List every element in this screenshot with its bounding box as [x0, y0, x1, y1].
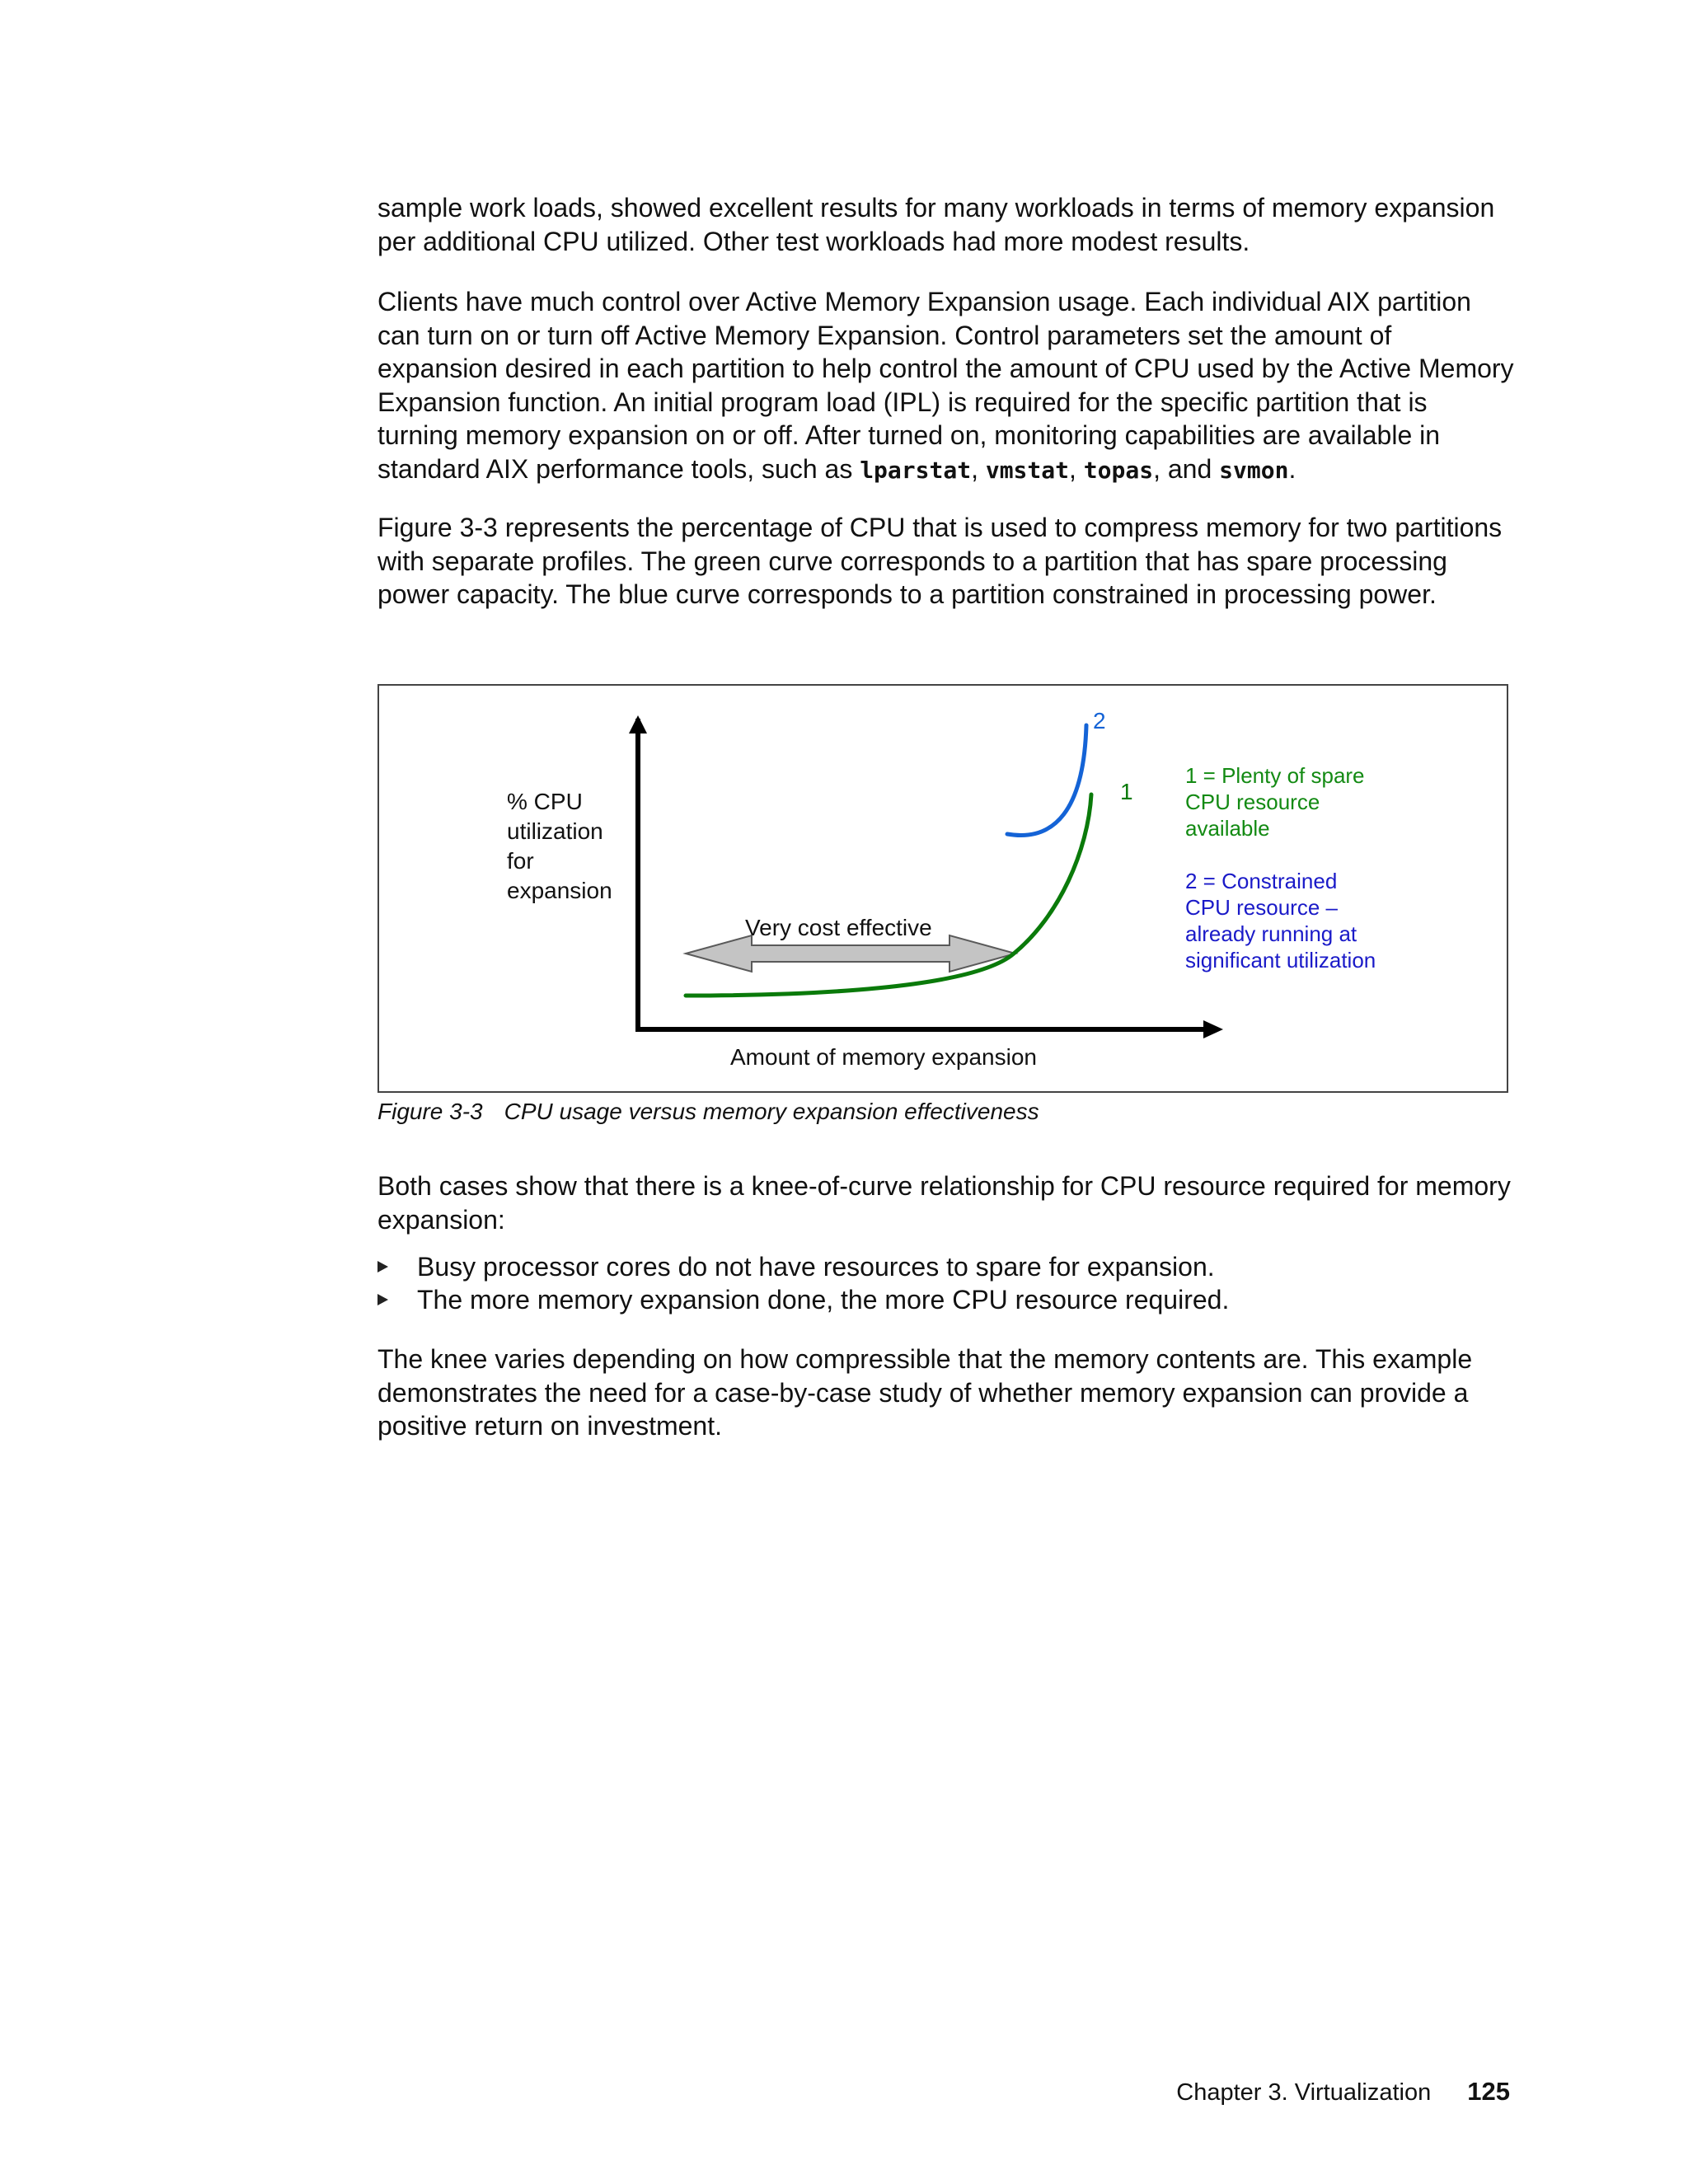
- paragraph-4-text: Both cases show that there is a knee-of-curve relationship for CPU resource required for memory expansion:: [377, 1171, 1511, 1235]
- chapter-title: Chapter 3. Virtualization: [1176, 2079, 1432, 2106]
- y-axis-label: [507, 789, 612, 903]
- legend-2-line: 2 = Constrained: [1185, 869, 1338, 893]
- paragraph-5-text: The knee varies depending on how compressible that the memory contents are. This example demonstrates the need for a case-by-case study of whether memory expansion can provide a positive return on investment.: [377, 1344, 1473, 1441]
- curve-2-blue: [1007, 725, 1086, 835]
- separator: ,: [971, 453, 986, 484]
- figure-3-3: [377, 684, 1508, 1093]
- caption-number: Figure 3-3: [377, 1099, 483, 1124]
- y-axis-arrowhead: [629, 715, 647, 733]
- legend-2-line: CPU resource –: [1185, 895, 1338, 920]
- list-item: [377, 1283, 1515, 1316]
- x-axis-arrowhead: [1203, 1020, 1223, 1038]
- period: .: [1288, 453, 1296, 484]
- command-topas: topas: [1083, 456, 1154, 484]
- paragraph-2: [377, 285, 1515, 487]
- bullet-triangle-icon: [377, 1294, 388, 1305]
- separator: ,: [1069, 453, 1084, 484]
- command-svmon: svmon: [1219, 456, 1289, 484]
- bullet-list: [377, 1250, 1515, 1316]
- page-number: 125: [1467, 2077, 1510, 2106]
- paragraph-3: [377, 511, 1515, 612]
- curve-2-label: 2: [1093, 708, 1106, 733]
- page-footer: [1176, 2077, 1510, 2107]
- paragraph-2-text: Clients have much control over Active Memory Expansion usage. Each individual AIX partition can turn on or turn off Active Memory Expansion. Control parameters set the amount of expansion desired in each partition to help control the amount of CPU used by the Active Memory Expansion function. An initial program load (IPL) is required for the specific partition that is turning memory expansion on or off. After turned on, monitoring capabilities are available in standard AIX performance tools, such as: [377, 287, 1514, 484]
- separator: , and: [1153, 453, 1220, 484]
- paragraph-3-text: Figure 3-3 represents the percentage of CPU that is used to compress memory for two partitions with separate profiles. The green curve corresponds to a partition that has spare processing power capacity. The blue curve corresponds to a partition constrained in processing power.: [377, 513, 1503, 609]
- figure-caption: [377, 1099, 1039, 1125]
- curve-1-label: 1: [1120, 779, 1133, 804]
- x-axis-label: Amount of memory expansion: [730, 1044, 1037, 1070]
- list-item: [377, 1250, 1515, 1283]
- figure-diagram: [379, 686, 1507, 1091]
- paragraph-1-text: sample work loads, showed excellent results for many workloads in terms of memory expansion per additional CPU utilized. Other test workloads had more modest results.: [377, 193, 1495, 256]
- caption-title: CPU usage versus memory expansion effectiveness: [504, 1099, 1039, 1124]
- y-axis-label-line: % CPU: [507, 789, 583, 814]
- legend-1-line: CPU resource: [1185, 790, 1320, 814]
- legend-entry-1: [1185, 763, 1371, 841]
- paragraph-1: [377, 191, 1515, 258]
- command-lparstat: lparstat: [860, 456, 972, 484]
- legend-entry-2: [1185, 869, 1376, 972]
- legend-2-line: already running at: [1185, 921, 1357, 946]
- legend-1-line: 1 = Plenty of spare: [1185, 763, 1365, 788]
- arrow-label: Very cost effective: [745, 915, 932, 940]
- legend-1-line: available: [1185, 816, 1270, 841]
- legend-2-line: significant utilization: [1185, 948, 1376, 972]
- bullet-text: Busy processor cores do not have resources to spare for expansion.: [417, 1252, 1215, 1282]
- bullet-triangle-icon: [377, 1261, 388, 1272]
- y-axis-label-line: utilization: [507, 818, 603, 844]
- bullet-text: The more memory expansion done, the more CPU resource required.: [417, 1285, 1230, 1315]
- y-axis-label-line: for: [507, 848, 534, 874]
- cost-effective-double-arrow: [686, 935, 1015, 972]
- paragraph-5: [377, 1343, 1515, 1443]
- paragraph-4: [377, 1169, 1515, 1236]
- command-vmstat: vmstat: [985, 456, 1069, 484]
- y-axis-label-line: expansion: [507, 878, 612, 903]
